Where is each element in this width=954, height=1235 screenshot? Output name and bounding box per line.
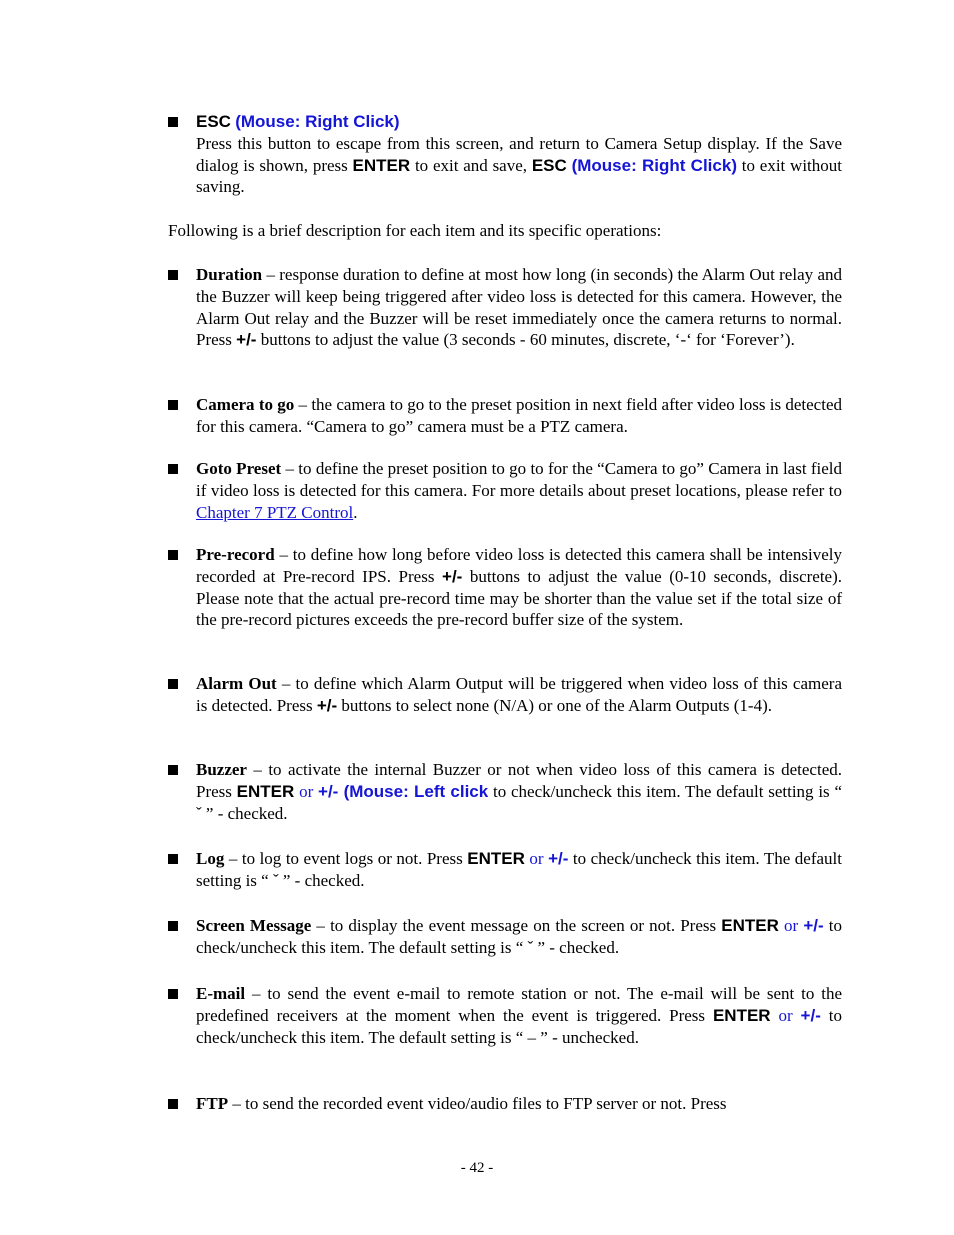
duration-term: Duration <box>196 265 263 284</box>
square-bullet-icon <box>168 117 178 127</box>
enter-key: ENTER <box>467 849 525 868</box>
goto-preset-text2: . <box>353 502 358 522</box>
page-number: - 42 - <box>460 1160 494 1176</box>
esc-description <box>196 133 842 198</box>
pre-record-text1: – to define how long before video loss is detected this camera shall be intensively recorded at Pre-record IPS. Press <box>196 545 842 586</box>
email-term: E-mail <box>196 984 246 1003</box>
square-bullet-icon <box>168 1099 178 1109</box>
plus-minus-mouse-key: +/- (Mouse: Left click <box>318 781 489 801</box>
plus-minus-key: +/- <box>316 695 338 715</box>
ftp-term: FTP <box>196 1094 229 1113</box>
enter-key: ENTER <box>712 1005 771 1025</box>
square-bullet-icon <box>168 550 178 560</box>
camera-to-go-term: Camera to go <box>196 395 295 414</box>
esc-text2: to exit and save, <box>410 155 532 175</box>
esc-mouse-hint: (Mouse: Right Click) <box>235 112 400 131</box>
pre-record-text2: buttons to adjust the value (0-10 seconds, discrete). Please note that the actual pre-record time may be shorter than the value set if the total size of the pre-record pictures exceeds the pre-record buffer size of the system. <box>196 566 842 630</box>
square-bullet-icon <box>168 854 178 864</box>
buzzer-text2: to check/uncheck this item. The default setting is “ ˇ ” - checked. <box>196 781 842 823</box>
or-text: or <box>524 849 549 868</box>
or-text: or <box>770 1005 801 1025</box>
plus-minus-key: +/- <box>236 330 257 350</box>
square-bullet-icon <box>168 989 178 999</box>
camera-to-go-text: – the camera to go to the preset position in next field after video loss is detected for this camera. “Camera to go” camera must be a PTZ camera. <box>196 395 842 436</box>
email-text2: to check/uncheck this item. The default setting is “ – ” - unchecked. <box>196 1005 842 1047</box>
email-text1: – to send the event e-mail to remote station or not. The e-mail will be sent to the predefined receivers at the moment when the event is triggered. Press <box>196 984 842 1025</box>
square-bullet-icon <box>168 270 178 280</box>
esc-item <box>168 111 842 198</box>
esc-text1: If the Save dialog is shown, press <box>196 133 843 175</box>
square-bullet-icon <box>168 921 178 931</box>
plus-minus-key: +/- <box>803 916 824 935</box>
pre-record-item <box>168 544 842 631</box>
chapter-7-link[interactable]: Chapter 7 PTZ Control <box>196 502 354 522</box>
square-bullet-icon <box>168 679 178 689</box>
or-text: or <box>294 781 319 801</box>
alarm-out-term: Alarm Out <box>196 674 277 693</box>
or-text: or <box>778 916 804 935</box>
enter-key: ENTER <box>352 155 411 175</box>
duration-text1: – response duration to define at most how long (in seconds) the Alarm Out relay and the Buzzer will keep being triggered after video loss is detected for this camera. However, the Alarm Out relay and the Buzzer will be reset immediately once the camera returns to normal. Press <box>196 265 842 350</box>
ftp-item <box>168 1093 842 1115</box>
camera-to-go-item <box>168 394 842 438</box>
enter-key: ENTER <box>721 916 779 935</box>
buzzer-term: Buzzer <box>196 760 247 779</box>
goto-preset-text1: – to define the preset position to go to for the “Camera to go” Camera in last field if video loss is detected for this camera. For more details about preset locations, please refer to <box>196 459 843 500</box>
alarm-out-text1: – to define which Alarm Output will be triggered when video loss of this camera is detected. Press <box>196 674 843 715</box>
ftp-text1: – to send the recorded event video/audio files to FTP server or not. Press <box>228 1094 727 1113</box>
log-item <box>168 848 842 892</box>
log-text2: to check/uncheck this item. The default setting is “ ˇ ” - checked. <box>196 849 842 890</box>
square-bullet-icon <box>168 765 178 775</box>
screen-message-term: Screen Message <box>196 916 312 935</box>
email-item <box>168 983 842 1048</box>
square-bullet-icon <box>168 464 178 474</box>
goto-preset-item <box>168 458 842 523</box>
log-text1: – to log to event logs or not. Press <box>224 849 468 868</box>
alarm-out-text2: buttons to select none (N/A) or one of the Alarm Outputs (1-4). <box>337 695 772 715</box>
buzzer-text1: – to activate the internal Buzzer or not when video loss of this camera is detected. Press <box>196 760 842 801</box>
plus-minus-key: +/- <box>800 1005 821 1025</box>
screen-message-text2: to check/uncheck this item. The default setting is “ ˇ ” - checked. <box>196 916 842 957</box>
buzzer-item <box>168 759 842 824</box>
esc-text3: to exit without saving. <box>196 155 842 197</box>
intro-paragraph: Following is a brief description for each item and its specific operations: <box>168 221 662 240</box>
log-term: Log <box>196 849 225 868</box>
esc-mouse-hint2: (Mouse: Right Click) <box>571 155 737 175</box>
pre-record-term: Pre-record <box>196 545 275 564</box>
plus-minus-key: +/- <box>548 849 569 868</box>
duration-text2: buttons to adjust the value (3 seconds - 60 minutes, discrete, ‘-‘ for ‘Forever’). <box>256 330 795 350</box>
screen-message-text1: – to display the event message on the screen or not. Press <box>311 916 722 935</box>
duration-item <box>168 264 842 351</box>
screen-message-item <box>168 915 842 959</box>
alarm-out-item <box>168 673 842 717</box>
goto-preset-term: Goto Preset <box>196 459 282 478</box>
esc-key: ESC <box>196 112 231 131</box>
plus-minus-key: +/- <box>442 566 463 586</box>
enter-key: ENTER <box>236 781 295 801</box>
esc-key2: ESC <box>531 155 567 175</box>
square-bullet-icon <box>168 400 178 410</box>
esc-line1: Press this button to escape from this screen, and return to Camera Setup display. <box>196 133 760 153</box>
